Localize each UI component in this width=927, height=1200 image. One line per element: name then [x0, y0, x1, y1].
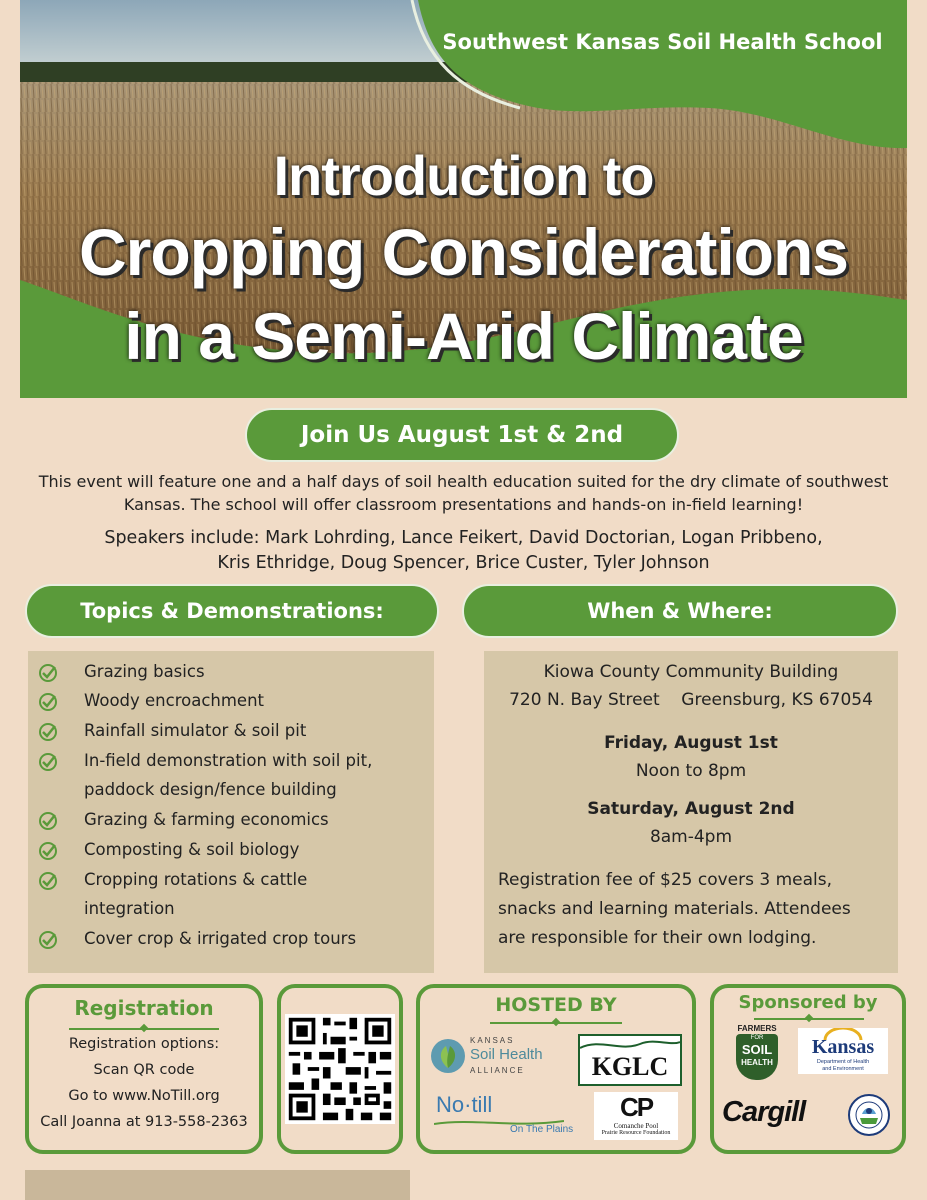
check-circle-icon: [38, 841, 58, 861]
fee-line: are responsible for their own lodging.: [498, 928, 817, 948]
ksha-soil-health-text: Soil Health: [470, 1046, 543, 1063]
comanche-pool-logo: [594, 1092, 678, 1140]
topic-item-continued: paddock design/fence building: [84, 780, 337, 799]
title-line-1: Introduction to: [273, 144, 654, 207]
sponsored-by-box: [710, 984, 906, 1154]
registration-options-label: Registration options:: [68, 1036, 220, 1052]
check-circle-icon: [38, 722, 58, 742]
venue-name: Kiowa County Community Building: [543, 662, 839, 682]
check-circle-icon: [38, 811, 58, 831]
on-the-plains-text: On The Plains: [510, 1124, 574, 1135]
ksha-alliance-text: ALLIANCE: [470, 1066, 525, 1075]
topic-item: Cropping rotations & cattle: [84, 870, 308, 889]
footer-bar: [25, 1170, 410, 1200]
school-name: Southwest Kansas Soil Health School: [442, 30, 883, 54]
cp-text: CP: [619, 1092, 653, 1122]
check-circle-icon: [38, 663, 58, 683]
topic-item: In-field demonstration with soil pit,: [84, 751, 373, 770]
check-circle-icon: [38, 930, 58, 950]
registration-web-option[interactable]: Go to www.NoTill.org: [68, 1088, 220, 1104]
check-circle-icon: [38, 692, 58, 712]
registration-box: [25, 984, 263, 1154]
farmers-for-soil-health-logo: [734, 1024, 780, 1084]
qr-code-icon[interactable]: [285, 1014, 395, 1124]
venue-address: 720 N. Bay Street Greensburg, KS 67054: [509, 690, 873, 710]
no-till-on-the-plains-logo: [432, 1092, 582, 1140]
hero-banner: [20, 0, 907, 398]
registration-heading: Registration: [74, 996, 214, 1020]
hosted-by-box: [416, 984, 696, 1154]
soil-text: SOIL: [741, 1042, 773, 1057]
day1-time: Noon to 8pm: [635, 761, 747, 781]
kglc-wave-icon: [580, 1038, 680, 1052]
ksha-kansas-text: KANSAS: [470, 1036, 515, 1045]
topic-item: Woody encroachment: [84, 691, 265, 710]
registration-phone-option[interactable]: Call Joanna at 913-558-2363: [40, 1114, 248, 1130]
divider: [69, 1028, 219, 1030]
event-title: [20, 142, 907, 378]
title-line-3: in a Semi-Arid Climate: [124, 299, 803, 373]
topic-item: Rainfall simulator & soil pit: [84, 721, 307, 740]
hosted-by-heading: HOSTED BY: [495, 994, 617, 1016]
day2-date: Saturday, August 2nd: [587, 799, 795, 819]
kansas-text: Kansas: [811, 1036, 875, 1058]
comanche-pool-text: Comanche Pool: [613, 1122, 659, 1130]
registration-fee-note: [498, 866, 898, 953]
divider: [490, 1022, 622, 1024]
sponsored-by-heading: Sponsored by: [738, 992, 878, 1013]
kdhe-line1-text: Department of Health: [816, 1059, 870, 1065]
kglc-text: KGLC: [591, 1052, 669, 1081]
event-description: This event will feature one and a half days of soil health education suited for the dry climate of southwest Kansas. The school will offer classroom presentations and hands-on in-field learning!: [38, 472, 889, 514]
day1-date: Friday, August 1st: [604, 733, 778, 753]
kglc-logo: [578, 1034, 682, 1086]
topic-item: Grazing basics: [84, 662, 205, 681]
qr-code-box: [277, 984, 403, 1154]
epa-seal-icon: [848, 1094, 890, 1136]
topic-item: Cover crop & irrigated crop tours: [84, 929, 357, 948]
kdhe-line2-text: and Environment: [822, 1066, 864, 1072]
topic-item-continued: integration: [84, 899, 175, 918]
fee-line: snacks and learning materials. Attendees: [498, 899, 851, 919]
check-circle-icon: [38, 752, 58, 772]
day2-time: 8am-4pm: [649, 827, 733, 847]
kansas-soil-health-alliance-logo: [430, 1032, 570, 1080]
title-line-2: Cropping Considerations: [79, 215, 848, 289]
for-text: FOR: [750, 1035, 764, 1041]
leaf-icon: [430, 1038, 466, 1074]
divider: [754, 1018, 864, 1020]
health-text: HEALTH: [741, 1058, 773, 1067]
notill-text: No·till: [436, 1092, 493, 1117]
farmers-text: FARMERS: [737, 1024, 777, 1033]
topics-heading: Topics & Demonstrations:: [25, 584, 439, 638]
kdhe-logo: [798, 1028, 888, 1074]
fee-line: Registration fee of $25 covers 3 meals,: [498, 870, 833, 890]
check-circle-icon: [38, 871, 58, 891]
topic-item: Composting & soil biology: [84, 840, 300, 859]
topic-item: Grazing & farming economics: [84, 810, 329, 829]
registration-qr-option: Scan QR code: [93, 1062, 195, 1078]
join-us-banner: Join Us August 1st & 2nd: [245, 408, 679, 462]
prairie-foundation-text: Prairie Resource Foundation: [601, 1130, 671, 1136]
when-where-heading: When & Where:: [462, 584, 898, 638]
speakers-list: Speakers include: Mark Lohrding, Lance Feikert, David Doctorian, Logan Pribbeno, Kris Ethridge, Doug Spencer, Brice Custer, Tyler Johnson: [104, 528, 823, 573]
cargill-logo: Cargill: [722, 1096, 806, 1128]
